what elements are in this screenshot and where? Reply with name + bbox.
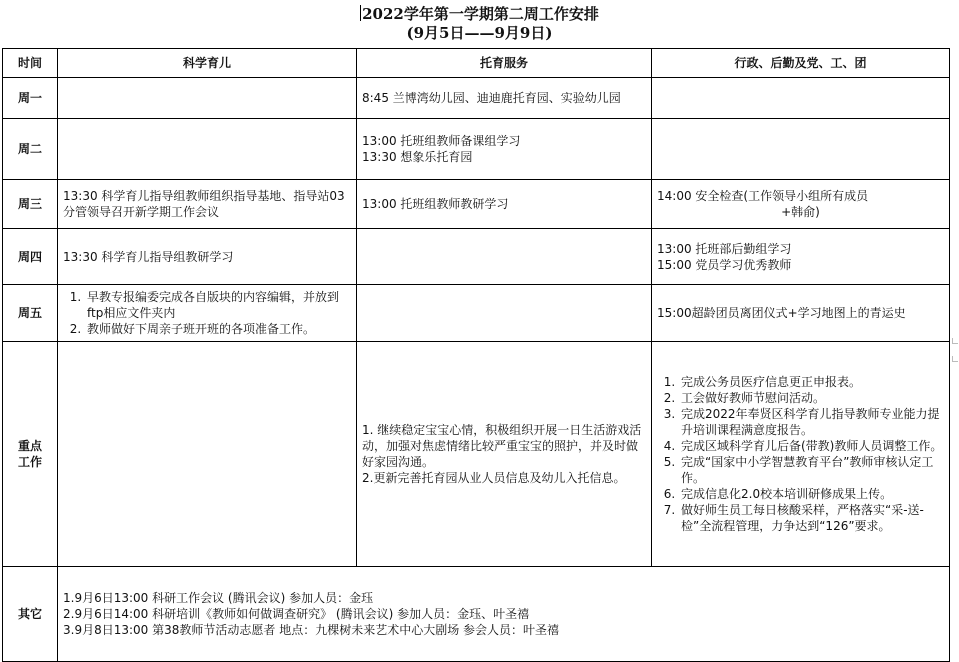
cell-childcare[interactable] — [357, 342, 652, 567]
cell-line: 1. 继续稳定宝宝心情，积极组织开展一日生活游戏活动，加强对焦虑情绪比较严重宝宝的照护，并及时做好家园沟通。 — [362, 423, 642, 469]
list-item: 4. 完成区域科学育儿后备(带教)教师人员调整工作。 — [679, 438, 944, 454]
cell-science[interactable] — [58, 78, 357, 119]
cell-admin[interactable] — [652, 342, 950, 567]
day-label: 周二 — [3, 119, 58, 180]
cell-childcare[interactable]: 13:00 托班组教师教研学习 — [357, 180, 652, 229]
cell-line: 3.9月8日13:00 第38教师节活动志愿者 地点：九棵树未来艺术中心大剧场 参会人员：叶圣禧 — [63, 623, 560, 637]
cell-science[interactable]: 13:30 科学育儿指导组教研学习 — [58, 229, 357, 285]
cell-science[interactable] — [58, 342, 357, 567]
margin-mark — [952, 356, 958, 362]
list-item: 1. 早教专报编委完成各自版块的内容编辑，并放到ftp相应文件夹内 — [85, 289, 351, 321]
cell-line: 1.9月6日13:00 科研工作会议 (腾讯会议) 参加人员：金珏 — [63, 591, 374, 605]
cell-science[interactable]: 13:30 科学育儿指导组教师组织指导基地、指导站03分管领导召开新学期工作会议 — [58, 180, 357, 229]
document-title — [0, 5, 959, 43]
row-monday — [3, 78, 950, 119]
row-wednesday — [3, 180, 950, 229]
cell-admin[interactable]: 15:00超龄团员离团仪式+学习地图上的青运史 — [652, 285, 950, 342]
cell-line: 14:00 安全检查(工作领导小组所有成员 — [657, 189, 869, 203]
header-time: 时间 — [3, 49, 58, 78]
cell-line: 2.9月6日14:00 科研培训《教师如何做调查研究》 (腾讯会议) 参加人员：金珏、叶圣禧 — [63, 607, 530, 621]
list-item: 7. 做好师生员工每日核酸采样，严格落实“采-送-检”全流程管理，力争达到“126”要求。 — [679, 502, 944, 534]
list-item: 6. 完成信息化2.0校本培训研修成果上传。 — [679, 486, 944, 502]
header-admin-logistics: 行政、后勤及党、工、团 — [652, 49, 950, 78]
row-other — [3, 567, 950, 662]
day-label-line: 工作 — [17, 455, 42, 469]
row-tuesday — [3, 119, 950, 180]
row-friday — [3, 285, 950, 342]
cell-line: 13:00 托班部后勤组学习 — [657, 241, 792, 256]
title-text-1: 2022学年第一学期第二周工作安排 — [362, 5, 599, 23]
cell-science[interactable] — [58, 119, 357, 180]
day-label — [3, 342, 58, 567]
list-item: 5. 完成“国家中小学智慧教育平台”教师审核认定工作。 — [679, 454, 944, 486]
cell-childcare[interactable]: 8:45 兰博湾幼儿园、迪迪鹿托育园、实验幼儿园 — [357, 78, 652, 119]
row-focus-work — [3, 342, 950, 567]
cell-admin[interactable] — [652, 229, 950, 285]
cell-line: 13:30 想象乐托育园 — [362, 150, 473, 164]
numbered-list — [657, 374, 944, 534]
list-item: 2. 工会做好教师节慰问活动。 — [679, 390, 944, 406]
day-label: 周三 — [3, 180, 58, 229]
cell-line: +韩俞) — [781, 205, 820, 219]
day-label: 周一 — [3, 78, 58, 119]
list-item: 2. 教师做好下周亲子班开班的各项准备工作。 — [85, 321, 351, 337]
header-childcare-service: 托育服务 — [357, 49, 652, 78]
day-label: 其它 — [3, 567, 58, 662]
day-label: 周四 — [3, 229, 58, 285]
title-line-2: (9月5日——9月9日) — [406, 24, 553, 42]
cell-other-items[interactable] — [58, 567, 950, 662]
header-science-parenting: 科学育儿 — [58, 49, 357, 78]
list-item: 3. 完成2022年奉贤区科学育儿指导教师专业能力提升培训课程满意度报告。 — [679, 406, 944, 438]
title-line-1[interactable] — [0, 5, 959, 24]
day-label-line: 重点 — [17, 439, 42, 453]
list-item: 1. 完成公务员医疗信息更正申报表。 — [679, 374, 944, 390]
cell-line: 13:00 托班组教师备课组学习 — [362, 134, 521, 148]
cell-line: 15:00 党员学习优秀教师 — [657, 257, 792, 272]
cell-admin[interactable] — [652, 119, 950, 180]
cell-admin[interactable] — [652, 78, 950, 119]
numbered-list — [63, 289, 351, 337]
margin-mark — [952, 338, 958, 344]
page-edge-marks — [951, 0, 959, 660]
cell-childcare[interactable] — [357, 285, 652, 342]
text-cursor — [360, 5, 361, 21]
cell-childcare[interactable] — [357, 229, 652, 285]
header-row — [3, 49, 950, 78]
row-thursday — [3, 229, 950, 285]
cell-admin[interactable] — [652, 180, 950, 229]
cell-childcare[interactable] — [357, 119, 652, 180]
cell-line: 2.更新完善托育园从业人员信息及幼儿入托信息。 — [362, 471, 626, 485]
day-label: 周五 — [3, 285, 58, 342]
schedule-table — [2, 48, 950, 662]
cell-science[interactable] — [58, 285, 357, 342]
